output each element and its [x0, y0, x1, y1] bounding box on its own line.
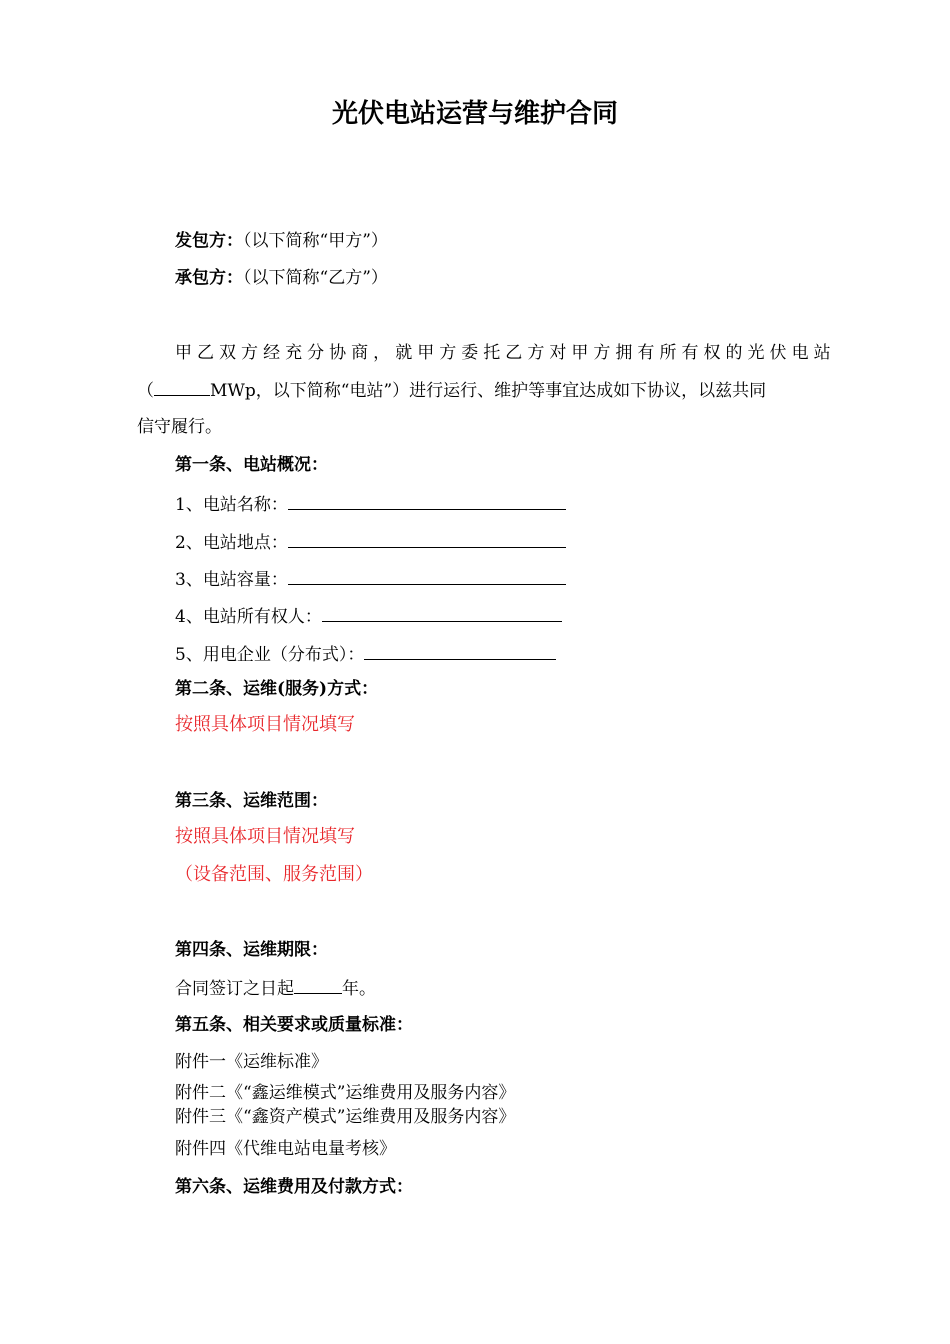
intro-line-2	[137, 379, 833, 402]
fill-blank	[364, 641, 556, 660]
term-years-blank	[294, 977, 342, 994]
intro-line-1: 甲乙双方经充分协商，就甲方委托乙方对甲方拥有所有权的光伏电站	[175, 343, 833, 363]
item-label: 3、电站容量：	[175, 570, 288, 590]
intro-line-2-open: （	[137, 381, 154, 401]
article-3-heading: 第三条、运维范围：	[175, 791, 328, 811]
party-a-line	[175, 230, 388, 252]
term-text-after: 年。	[342, 979, 376, 999]
article-1-item	[175, 641, 556, 666]
party-b-label: 承包方：	[175, 268, 243, 288]
intro-line-2-rest: MWp，以下简称“电站”）进行运行、维护等事宜达成如下协议，以兹共同	[210, 381, 767, 401]
fill-blank	[288, 529, 566, 548]
article-3-placeholder: 按照具体项目情况填写	[175, 826, 355, 847]
party-a-note: （以下简称“甲方”）	[243, 231, 388, 251]
article-1-item	[175, 603, 562, 628]
article-3-placeholder-detail: （设备范围、服务范围）	[175, 864, 373, 885]
attachment-item: 附件三《“鑫资产模式”运维费用及服务内容》	[175, 1107, 516, 1127]
item-label: 1、电站名称：	[175, 495, 288, 515]
item-label: 2、电站地点：	[175, 533, 288, 553]
article-1-item	[175, 566, 566, 591]
party-b-line	[175, 267, 388, 289]
intro-line-3: 信守履行。	[137, 417, 222, 437]
attachment-item: 附件四《代维电站电量考核》	[175, 1139, 396, 1159]
article-4-text	[175, 977, 376, 1000]
fill-blank	[288, 566, 566, 585]
attachment-item: 附件一《运维标准》	[175, 1052, 328, 1072]
article-5-heading: 第五条、相关要求或质量标准：	[175, 1015, 413, 1035]
article-2-heading: 第二条、运维(服务)方式：	[175, 679, 379, 699]
article-1-item	[175, 529, 566, 554]
party-b-note: （以下简称“乙方”）	[243, 268, 388, 288]
article-4-heading: 第四条、运维期限：	[175, 940, 328, 960]
item-label: 5、用电企业（分布式）：	[175, 645, 365, 665]
article-6-heading: 第六条、运维费用及付款方式：	[175, 1177, 413, 1197]
term-text-before: 合同签订之日起	[175, 979, 294, 999]
fill-blank	[288, 491, 566, 510]
fill-blank	[322, 603, 562, 622]
page-title: 光伏电站运营与维护合同	[331, 99, 618, 129]
article-1-heading: 第一条、电站概况：	[175, 455, 328, 475]
article-1-item	[175, 491, 566, 516]
party-a-label: 发包方：	[175, 231, 243, 251]
capacity-blank	[154, 379, 210, 396]
article-2-placeholder: 按照具体项目情况填写	[175, 714, 355, 735]
attachment-item: 附件二《“鑫运维模式”运维费用及服务内容》	[175, 1083, 516, 1103]
item-label: 4、电站所有权人：	[175, 607, 322, 627]
